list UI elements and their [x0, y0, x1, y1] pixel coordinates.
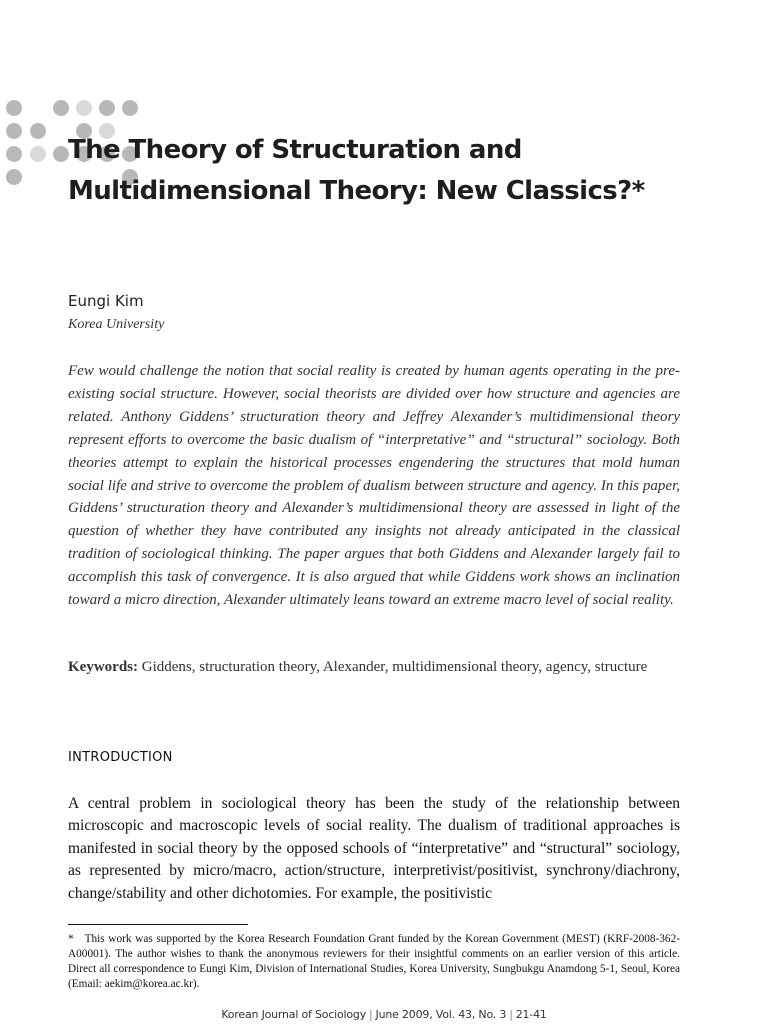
footer-separator: | [509, 1008, 513, 1021]
article-title [68, 130, 708, 212]
issue-info: June 2009, Vol. 43, No. 3 [375, 1008, 507, 1021]
footnote-divider [68, 924, 248, 925]
decorative-dot [6, 100, 22, 116]
page-range: 21-41 [515, 1008, 547, 1021]
running-footer [0, 1008, 768, 1021]
keywords [68, 656, 680, 679]
decorative-dot [53, 146, 69, 162]
author-affiliation: Korea University [68, 317, 165, 332]
decorative-dot [76, 100, 92, 116]
keywords-label: Keywords: [68, 659, 138, 675]
intro-paragraph: A central problem in sociological theory has been the study of the relationship between microscopic and macroscopic levels of social reality. The dualism of traditional approaches is manifested in social theory by the opposed schools of “interpretative” and “structural” sociology, as represented by micro/macro, action/structure, interpretivist/positivist, synchrony/diachrony, change/stability and other dichotomies. For example, the positivistic [68, 795, 680, 902]
section-heading: INTRODUCTION [68, 750, 173, 765]
decorative-dot [30, 123, 46, 139]
title-line-1: The Theory of Structuration and [68, 135, 522, 165]
footer-separator: | [369, 1008, 373, 1021]
decorative-dot [6, 146, 22, 162]
keywords-list: Giddens, structuration theory, Alexander, multidimensional theory, agency, structure [141, 659, 648, 675]
abstract: Few would challenge the notion that social reality is created by human agents operating in the pre-existing social structure. However, social theorists are divided over how structure and agencies are related. Anthony Giddens’ structuration theory and Jeffrey Alexander’s multidimensional theory represent efforts to overcome the basic dualism of “interpretative” and “structural” sociology. Both theories attempt to explain the historical processes engendering the structures that mold human social life and strive to overcome the problem of dualism between structure and agency. In this paper, Giddens’ structuration theory and Alexander’s multidimensional theory are assessed in light of the question of whether they have contributed any insights not already anticipated in the classical tradition of sociological thinking. The paper argues that both Giddens and Alexander largely fail to accomplish this task of convergence. It is also argued that while Giddens work shows an inclination toward a micro direction, Alexander ultimately leans toward an extreme macro level of social reality. [68, 363, 680, 609]
journal-name: Korean Journal of Sociology [221, 1008, 367, 1021]
decorative-dot [53, 100, 69, 116]
author-name: Eungi Kim [68, 292, 144, 310]
title-line-2: Multidimensional Theory: New Classics?* [68, 176, 645, 206]
footnote: * This work was supported by the Korea Research Foundation Grant funded by the Korean Government (MEST) (KRF-2008-362-A00001). The author wishes to thank the anonymous reviewers for their insightful comments on an earlier version of this article. Direct all correspondence to Eungi Kim, Division of International Studies, Korea University, Sungbukgu Anamdong 5-1, Seoul, Korea (Email: aekim@korea.ac.kr). [68, 933, 680, 990]
decorative-dot [122, 100, 138, 116]
decorative-dot [30, 146, 46, 162]
decorative-dot [6, 169, 22, 185]
decorative-dot [99, 100, 115, 116]
decorative-dot [6, 123, 22, 139]
